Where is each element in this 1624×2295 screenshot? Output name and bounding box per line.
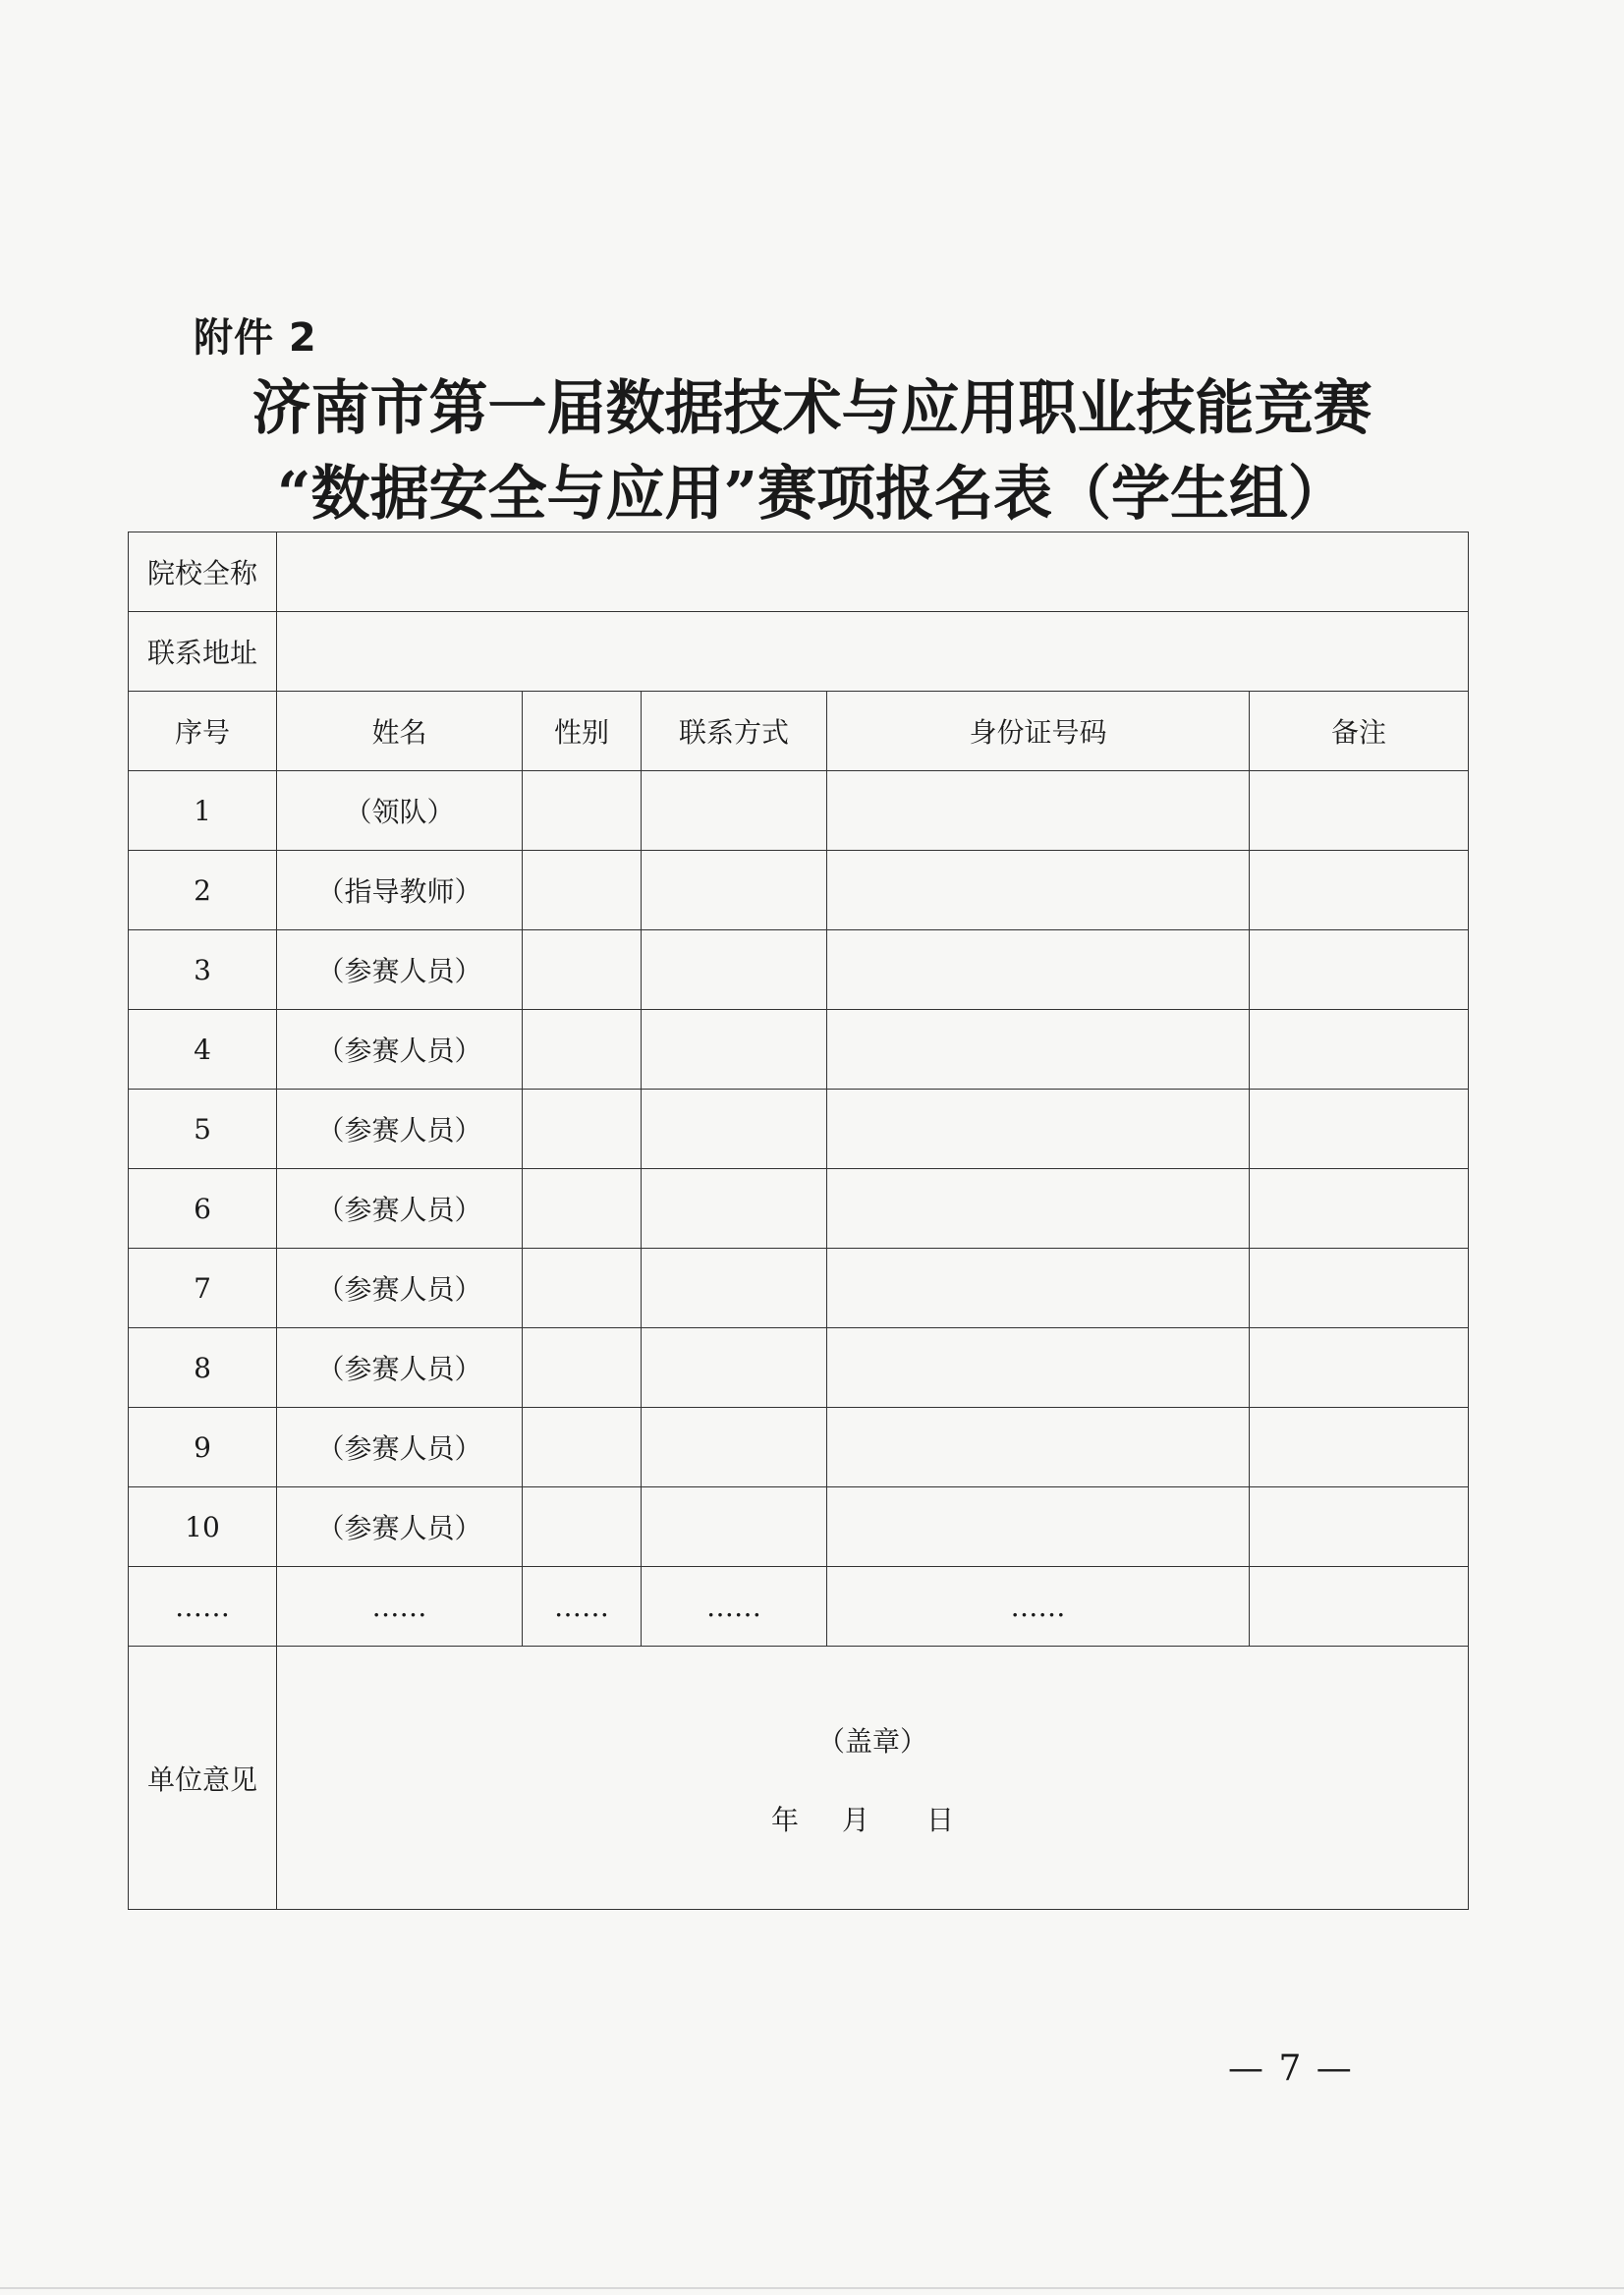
cell-remarks[interactable] (1250, 1169, 1469, 1249)
cell-index: …… (129, 1567, 277, 1647)
cell-gender[interactable] (523, 1328, 642, 1408)
cell-gender[interactable] (523, 851, 642, 930)
cell-contact[interactable] (642, 1010, 827, 1090)
table-row (129, 930, 1469, 1010)
cell-index: 5 (129, 1090, 277, 1169)
cell-contact[interactable] (642, 1487, 827, 1567)
table-row (129, 1487, 1469, 1567)
table-row (129, 1090, 1469, 1169)
cell-contact[interactable] (642, 1408, 827, 1487)
table-row (129, 1169, 1469, 1249)
cell-contact[interactable] (642, 771, 827, 851)
cell-remarks[interactable] (1250, 1249, 1469, 1328)
table-row (129, 1328, 1469, 1408)
cell-name: （领队） (277, 771, 523, 851)
cell-gender[interactable] (523, 1249, 642, 1328)
cell-remarks[interactable] (1250, 1328, 1469, 1408)
page-bottom-edge (0, 2287, 1624, 2289)
address-row (129, 612, 1469, 692)
cell-gender[interactable] (523, 930, 642, 1010)
cell-index: 2 (129, 851, 277, 930)
seal-text: （盖章） (817, 1725, 928, 1758)
form-title-line2: “数据安全与应用”赛项报名表（学生组） (276, 460, 1348, 529)
date-day-label: 日 (926, 1804, 955, 1836)
cell-name: （参赛人员） (277, 1328, 523, 1408)
cell-gender[interactable] (523, 1408, 642, 1487)
header-row (129, 692, 1469, 771)
cell-name: （参赛人员） (277, 1169, 523, 1249)
cell-gender[interactable] (523, 771, 642, 851)
table-row (129, 1249, 1469, 1328)
cell-gender[interactable] (523, 1010, 642, 1090)
cell-gender[interactable]: …… (523, 1567, 642, 1647)
address-field[interactable] (277, 612, 1469, 692)
column-header-gender: 性别 (523, 692, 642, 771)
cell-id-number[interactable] (827, 1010, 1250, 1090)
school-label: 院校全称 (129, 532, 277, 612)
cell-contact[interactable] (642, 1249, 827, 1328)
cell-id-number[interactable]: …… (827, 1567, 1250, 1647)
table-row (129, 1010, 1469, 1090)
cell-remarks[interactable] (1250, 851, 1469, 930)
cell-remarks[interactable] (1250, 1487, 1469, 1567)
cell-gender[interactable] (523, 1090, 642, 1169)
opinion-field[interactable] (277, 1647, 1469, 1910)
cell-name: （参赛人员） (277, 1249, 523, 1328)
cell-index: 4 (129, 1010, 277, 1090)
school-row (129, 532, 1469, 612)
cell-name: （参赛人员） (277, 1487, 523, 1567)
table-row (129, 771, 1469, 851)
cell-contact[interactable] (642, 1169, 827, 1249)
cell-name: （参赛人员） (277, 1408, 523, 1487)
cell-remarks[interactable] (1250, 1567, 1469, 1647)
cell-remarks[interactable] (1250, 1010, 1469, 1090)
column-header-contact: 联系方式 (642, 692, 827, 771)
cell-remarks[interactable] (1250, 930, 1469, 1010)
opinion-row (129, 1647, 1469, 1910)
column-header-remarks: 备注 (1250, 692, 1469, 771)
cell-id-number[interactable] (827, 1328, 1250, 1408)
cell-name: （参赛人员） (277, 1090, 523, 1169)
cell-id-number[interactable] (827, 771, 1250, 851)
column-header-index: 序号 (129, 692, 277, 771)
cell-name: （指导教师） (277, 851, 523, 930)
registration-form-table (128, 532, 1469, 1910)
cell-index: 3 (129, 930, 277, 1010)
column-header-name: 姓名 (277, 692, 523, 771)
school-field[interactable] (277, 532, 1469, 612)
cell-id-number[interactable] (827, 1090, 1250, 1169)
cell-id-number[interactable] (827, 1487, 1250, 1567)
date-month-label: 月 (842, 1804, 870, 1836)
cell-contact[interactable] (642, 1328, 827, 1408)
cell-index: 8 (129, 1328, 277, 1408)
table-row (129, 1408, 1469, 1487)
cell-index: 7 (129, 1249, 277, 1328)
table-row (129, 851, 1469, 930)
cell-gender[interactable] (523, 1487, 642, 1567)
cell-remarks[interactable] (1250, 771, 1469, 851)
cell-name: （参赛人员） (277, 1010, 523, 1090)
cell-index: 10 (129, 1487, 277, 1567)
cell-contact[interactable] (642, 851, 827, 930)
cell-id-number[interactable] (827, 1169, 1250, 1249)
cell-id-number[interactable] (827, 851, 1250, 930)
cell-id-number[interactable] (827, 1249, 1250, 1328)
column-header-id-number: 身份证号码 (827, 692, 1250, 771)
cell-remarks[interactable] (1250, 1408, 1469, 1487)
cell-index: 6 (129, 1169, 277, 1249)
cell-contact[interactable] (642, 1090, 827, 1169)
cell-gender[interactable] (523, 1169, 642, 1249)
cell-index: 1 (129, 771, 277, 851)
form-title-line1: 济南市第一届数据技术与应用职业技能竞赛 (252, 374, 1372, 443)
cell-index: 9 (129, 1408, 277, 1487)
cell-remarks[interactable] (1250, 1090, 1469, 1169)
cell-id-number[interactable] (827, 930, 1250, 1010)
cell-contact[interactable]: …… (642, 1567, 827, 1647)
date-year-label: 年 (771, 1804, 800, 1836)
address-label: 联系地址 (129, 612, 277, 692)
cell-contact[interactable] (642, 930, 827, 1010)
cell-id-number[interactable] (827, 1408, 1250, 1487)
page-number: — 7 — (1228, 2048, 1354, 2089)
cell-name: …… (277, 1567, 523, 1647)
attachment-label: 附件 2 (194, 315, 317, 361)
cell-name: （参赛人员） (277, 930, 523, 1010)
opinion-label: 单位意见 (129, 1647, 277, 1910)
table-row (129, 1567, 1469, 1647)
